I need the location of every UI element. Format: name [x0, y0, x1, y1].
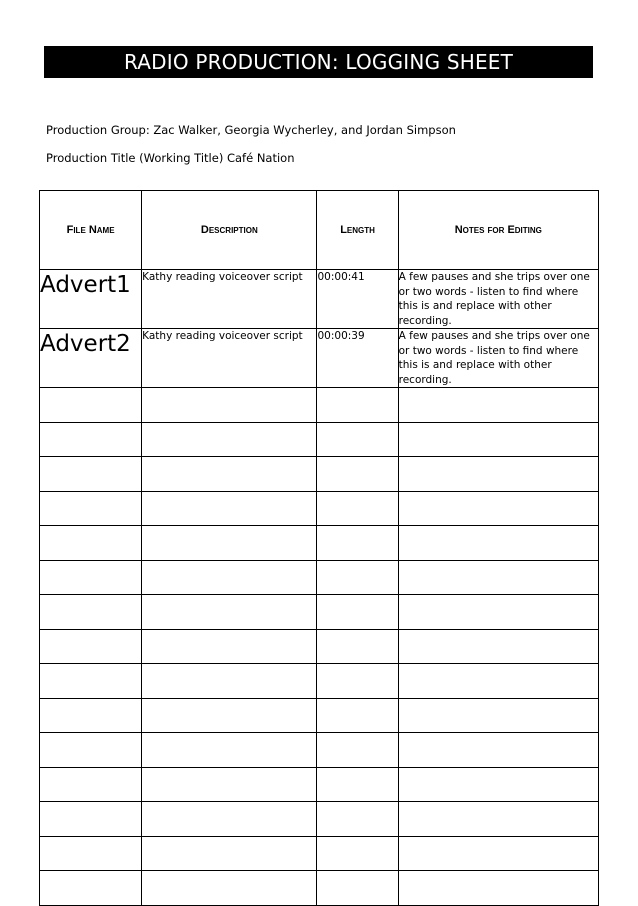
empty-table-row [40, 560, 599, 595]
empty-table-row [40, 491, 599, 526]
empty-cell [398, 802, 598, 837]
empty-cell [40, 388, 142, 423]
empty-cell [317, 767, 398, 802]
column-header-description: Description [142, 191, 317, 270]
column-header-notes: Notes for Editing [398, 191, 598, 270]
empty-cell [40, 802, 142, 837]
empty-cell [40, 733, 142, 768]
empty-table-row [40, 526, 599, 561]
empty-cell [317, 422, 398, 457]
empty-cell [398, 733, 598, 768]
empty-cell [142, 802, 317, 837]
empty-cell [142, 388, 317, 423]
empty-table-row [40, 388, 599, 423]
empty-cell [142, 733, 317, 768]
empty-table-row [40, 767, 599, 802]
notes-cell: A few pauses and she trips over one or two words - listen to find where this is and replace with other recording. [398, 270, 598, 329]
empty-cell [142, 629, 317, 664]
table-row [40, 270, 599, 329]
empty-cell [142, 595, 317, 630]
empty-cell [398, 457, 598, 492]
empty-cell [40, 698, 142, 733]
empty-cell [398, 595, 598, 630]
empty-cell [398, 491, 598, 526]
empty-table-row [40, 698, 599, 733]
empty-cell [142, 836, 317, 871]
empty-cell [142, 664, 317, 699]
empty-table-row [40, 871, 599, 906]
empty-cell [317, 491, 398, 526]
empty-cell [398, 664, 598, 699]
file-name-cell: Advert2 [40, 329, 142, 388]
empty-cell [317, 457, 398, 492]
empty-cell [398, 422, 598, 457]
empty-cell [142, 422, 317, 457]
empty-table-row [40, 733, 599, 768]
empty-cell [317, 595, 398, 630]
production-title: Production Title (Working Title) Café Nation [46, 151, 295, 165]
empty-cell [40, 664, 142, 699]
empty-cell [40, 836, 142, 871]
empty-cell [142, 767, 317, 802]
empty-table-row [40, 664, 599, 699]
empty-table-row [40, 595, 599, 630]
empty-cell [398, 560, 598, 595]
empty-cell [40, 629, 142, 664]
table-row [40, 329, 599, 388]
empty-cell [142, 560, 317, 595]
empty-cell [398, 629, 598, 664]
empty-table-row [40, 802, 599, 837]
empty-cell [398, 871, 598, 906]
empty-table-row [40, 629, 599, 664]
empty-cell [317, 836, 398, 871]
empty-table-row [40, 457, 599, 492]
empty-cell [142, 457, 317, 492]
empty-table-row [40, 422, 599, 457]
description-cell: Kathy reading voiceover script [142, 270, 317, 329]
length-cell: 00:00:41 [317, 270, 398, 329]
empty-cell [317, 560, 398, 595]
logging-table [39, 190, 599, 906]
empty-cell [398, 836, 598, 871]
notes-cell: A few pauses and she trips over one or two words - listen to find where this is and replace with other recording. [398, 329, 598, 388]
empty-cell [142, 698, 317, 733]
empty-cell [40, 560, 142, 595]
page-title: RADIO PRODUCTION: LOGGING SHEET [44, 46, 593, 78]
empty-cell [40, 457, 142, 492]
empty-cell [40, 767, 142, 802]
table-header-row [40, 191, 599, 270]
description-cell: Kathy reading voiceover script [142, 329, 317, 388]
production-group: Production Group: Zac Walker, Georgia Wycherley, and Jordan Simpson [46, 123, 456, 137]
empty-cell [317, 629, 398, 664]
empty-cell [398, 388, 598, 423]
empty-cell [142, 491, 317, 526]
empty-cell [142, 526, 317, 561]
empty-cell [398, 698, 598, 733]
empty-cell [317, 871, 398, 906]
empty-cell [398, 767, 598, 802]
empty-cell [40, 871, 142, 906]
empty-cell [40, 422, 142, 457]
empty-cell [317, 526, 398, 561]
empty-cell [142, 871, 317, 906]
empty-cell [317, 698, 398, 733]
column-header-length: Length [317, 191, 398, 270]
empty-cell [398, 526, 598, 561]
empty-cell [317, 388, 398, 423]
empty-cell [40, 526, 142, 561]
file-name-cell: Advert1 [40, 270, 142, 329]
empty-cell [317, 733, 398, 768]
empty-cell [40, 595, 142, 630]
empty-table-row [40, 836, 599, 871]
empty-cell [317, 664, 398, 699]
empty-cell [40, 491, 142, 526]
length-cell: 00:00:39 [317, 329, 398, 388]
empty-cell [317, 802, 398, 837]
column-header-file-name: File Name [40, 191, 142, 270]
